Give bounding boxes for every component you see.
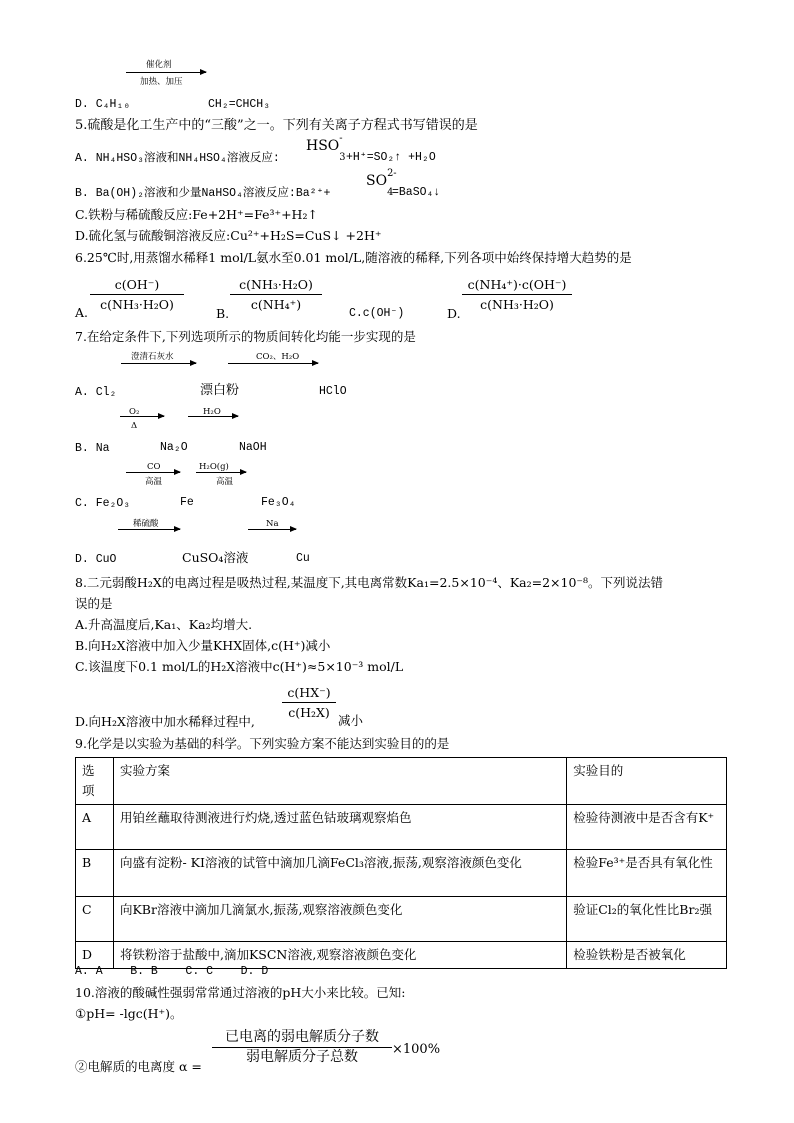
q7d-substance2: CuSO₄溶液 [182,550,249,565]
question-8-option-b: B.向H₂X溶液中加入少量KHX固体,c(H⁺)减小 [75,638,331,653]
q7d-arrow1-label: 稀硫酸 [133,519,159,529]
q7d-substance1: D. CuO [75,553,117,566]
q7b-arrow2-label: H₂O [203,407,221,417]
row-c-plan: 向KBr溶液中滴加几滴氯水,振荡,观察溶液颜色变化 [113,897,566,942]
q7d-arrow2 [248,529,296,530]
table-header-row [76,758,727,805]
q7a-substance3: HClO [319,385,347,398]
ionization-degree-percent: ×100% [392,1042,441,1057]
q7a-arrow1 [121,363,196,364]
option-d-reactant: D. C₄H₁₀ [75,98,131,111]
reaction-arrow [126,72,206,73]
question-6-option-d-label: D. [447,306,461,321]
question-5-option-c: C.铁粉与稀硫酸反应:Fe+2H⁺=Fe³⁺+H₂↑ [75,207,318,222]
q7c-arrow1-bottom: 高温 [145,477,163,487]
q7a-substance2: 漂白粉 [200,383,240,398]
question-8-option-c: C.该温度下0.1 mol/L的H₂X溶液中c(H⁺)≈5×10⁻³ mol/L [75,659,404,674]
question-5-option-b-tail: =BaSO₄↓ [392,186,441,199]
question-8-option-d-fraction: c(HX⁻) c(H₂X) [282,684,336,721]
question-6-stem: 6.25℃时,用蒸馏水稀释1 mol/L氨水至0.01 mol/L,随溶液的稀释,下列各项中始终保持增大趋势的是 [75,250,632,265]
question-10-item-1: ①pH= -lgc(H⁺)。 [75,1006,183,1021]
reaction-condition-top: 催化剂 [146,60,172,70]
row-d-plan: 将铁粉溶于盐酸中,滴加KSCN溶液,观察溶液颜色变化 [113,942,566,969]
row-a-option: A [76,805,114,850]
q7d-arrow1 [118,529,180,530]
question-6-option-a-label: A. [75,305,89,320]
question-8-option-d: D.向H₂X溶液中加水稀释过程中, [75,714,255,729]
q7a-arrow1-label: 澄清石灰水 [131,352,174,362]
q7c-arrow1 [126,472,180,473]
row-b-plan: 向盛有淀粉- KI溶液的试管中滴加几滴FeCl₃溶液,振荡,观察溶液颜色变化 [113,850,566,897]
table-row [76,897,727,942]
row-d-option: D [76,942,114,969]
question-5-option-a: A. NH₄HSO₃溶液和NH₄HSO₄溶液反应: [75,152,280,165]
table-row [76,850,727,897]
question-5-option-d: D.硫化氢与硫酸铜溶液反应:Cu²⁺+H₂S=CuS↓ +2H⁺ [75,228,382,243]
question-8-option-a: A.升高温度后,Ka₁、Ka₂均增大. [75,617,253,632]
q7a-arrow2 [228,363,318,364]
q7c-arrow2-top: H₂O(g) [199,462,229,472]
q7d-arrow2-label: Na [266,519,279,529]
header-purpose: 实验目的 [567,758,727,805]
question-5-option-b: B. Ba(OH)₂溶液和少量NaHSO₄溶液反应:Ba²⁺+ [75,187,331,200]
question-8-stem-line2: 误的是 [75,596,113,611]
row-a-purpose: 检验待测液中是否含有K⁺ [567,805,727,850]
experiment-table [75,757,727,969]
row-d-purpose: 检验铁粉是否被氧化 [567,942,727,969]
q7a-substance1: A. Cl₂ [75,386,117,399]
q7b-substance3: NaOH [239,441,267,454]
q7b-arrow1 [120,416,164,417]
question-10-item-2: ②电解质的电离度 α = [75,1059,202,1074]
question-6-option-b-label: B. [216,306,230,321]
question-5-option-a-tail: +H⁺=SO₂↑ +H₂O [346,151,436,164]
question-9-stem: 9.化学是以实验为基础的科学。下列实验方案不能达到实验目的的是 [75,736,450,751]
question-6-option-c: C.c(OH⁻) [349,307,405,320]
question-5-stem: 5.硫酸是化工生产中的“三酸”之一。下列有关离子方程式书写错误的是 [75,118,478,133]
so4-ion: SO 2- $_4$ [366,168,397,198]
question-8-stem-line1: 8.二元弱酸H₂X的电离过程是吸热过程,某温度下,其电离常数Ka₁=2.5×10⁻⁴、Ka₂=2×10⁻⁸。下列说法错 [75,575,664,590]
q7b-substance1: B. Na [75,442,110,455]
q7c-arrow1-top: CO [147,462,161,472]
row-b-option: B [76,850,114,897]
question-10-stem: 10.溶液的酸碱性强弱常常通过溶液的pH大小来比较。已知: [75,985,406,1000]
q7b-arrow1-bottom: Δ [131,421,138,431]
option-d-product: CH₂=CHCH₃ [208,98,271,111]
reaction-condition-bottom: 加热、加压 [140,77,183,87]
table-row [76,805,727,850]
q7b-substance2: Na₂O [160,441,188,454]
row-c-purpose: 验证Cl₂的氧化性比Br₂强 [567,897,727,942]
row-c-option: C [76,897,114,942]
header-option: 选项 [76,758,114,805]
question-7-stem: 7.在给定条件下,下列选项所示的物质间转化均能一步实现的是 [75,329,416,344]
question-6-option-d-fraction: c(NH₄⁺)·c(OH⁻) c(NH₃·H₂O) [462,276,572,313]
q7c-substance2: Fe [180,496,194,509]
q7a-arrow2-label: CO₂、H₂O [256,352,300,362]
q7c-arrow2 [196,472,246,473]
q7d-substance3: Cu [296,552,310,565]
question-8-option-d-tail: 减小 [338,713,364,728]
q7c-substance1: C. Fe₂O₃ [75,497,131,510]
question-6-option-a-fraction: c(OH⁻) c(NH₃·H₂O) [90,276,184,313]
header-plan: 实验方案 [113,758,566,805]
q7c-arrow2-bottom: 高温 [216,477,234,487]
q7b-arrow1-top: O₂ [129,407,140,417]
row-a-plan: 用铂丝蘸取待测液进行灼烧,透过蓝色钴玻璃观察焰色 [113,805,566,850]
row-b-purpose: 检验Fe³⁺是否具有氧化性 [567,850,727,897]
q7c-substance3: Fe₃O₄ [261,496,296,509]
question-6-option-b-fraction: c(NH₃·H₂O) c(NH₄⁺) [230,276,322,313]
hso3-ion: HSO - $_3$ [306,133,346,163]
ionization-degree-fraction: 已电离的弱电解质分子数 弱电解质分子总数 [212,1029,392,1066]
question-9-answers: A. A B. B C. C D. D [75,965,269,978]
q7b-arrow2 [188,416,238,417]
